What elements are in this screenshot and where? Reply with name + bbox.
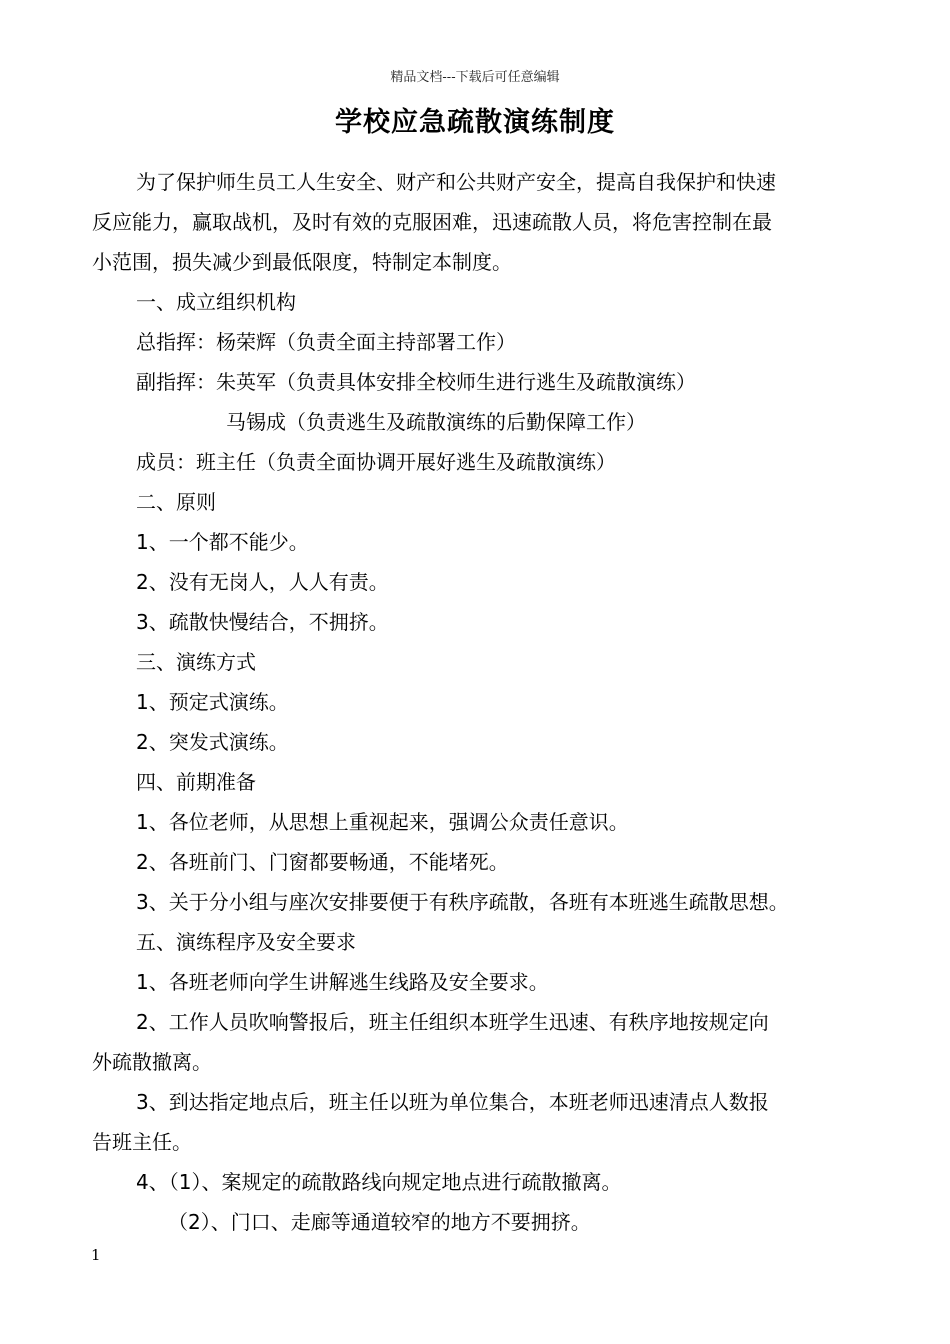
document-body: [92, 162, 862, 1242]
paragraph-line: 副指挥：朱英军（负责具体安排全校师生进行逃生及疏散演练）: [136, 370, 696, 394]
list-item: 2、突发式演练。: [136, 730, 289, 754]
paragraph-line: 反应能力，赢取战机，及时有效的克服困难，迅速疏散人员，将危害控制在最: [92, 210, 772, 234]
list-item: 2、工作人员吹响警报后，班主任组织本班学生迅速、有秩序地按规定向: [136, 1010, 769, 1034]
list-item: 2、没有无岗人，人人有责。: [136, 570, 389, 594]
list-item: 3、到达指定地点后，班主任以班为单位集合，本班老师迅速清点人数报: [136, 1090, 769, 1114]
paragraph-line: 总指挥：杨荣辉（负责全面主持部署工作）: [136, 330, 516, 354]
paragraph-line: 告班主任。: [92, 1130, 192, 1154]
document-title: 学校应急疏散演练制度: [335, 107, 615, 138]
page-header: 精品文档---下载后可任意编辑: [390, 70, 560, 85]
page-number: 1: [91, 1246, 101, 1264]
list-item: 3、疏散快慢结合，不拥挤。: [136, 610, 389, 634]
paragraph-line: 马锡成（负责逃生及疏散演练的后勤保障工作）: [226, 410, 646, 434]
list-item: 2、各班前门、门窗都要畅通，不能堵死。: [136, 850, 509, 874]
list-item: 3、关于分小组与座次安排要便于有秩序疏散，各班有本班逃生疏散思想。: [136, 890, 789, 914]
paragraph-line: 小范围，损失减少到最低限度，特制定本制度。: [92, 250, 512, 274]
section-heading: 四、前期准备: [136, 770, 256, 794]
list-item: 1、一个都不能少。: [136, 530, 309, 554]
section-heading: 三、演练方式: [136, 650, 256, 674]
section-heading: 一、成立组织机构: [136, 290, 296, 314]
paragraph-line: 为了保护师生员工人生安全、财产和公共财产安全，提高自我保护和快速: [136, 170, 776, 194]
list-item: 1、各班老师向学生讲解逃生线路及安全要求。: [136, 970, 549, 994]
paragraph-line: 外疏散撤离。: [92, 1050, 212, 1074]
list-item: 1、预定式演练。: [136, 690, 289, 714]
section-heading: 二、原则: [136, 490, 216, 514]
paragraph-line: 成员：班主任（负责全面协调开展好逃生及疏散演练）: [136, 450, 616, 474]
list-item: 4、（1）、案规定的疏散路线向规定地点进行疏散撤离。: [136, 1170, 622, 1194]
list-item: （2）、门口、走廊等通道较窄的地方不要拥挤。: [168, 1210, 591, 1234]
section-heading: 五、演练程序及安全要求: [136, 930, 356, 954]
list-item: 1、各位老师，从思想上重视起来，强调公众责任意识。: [136, 810, 629, 834]
